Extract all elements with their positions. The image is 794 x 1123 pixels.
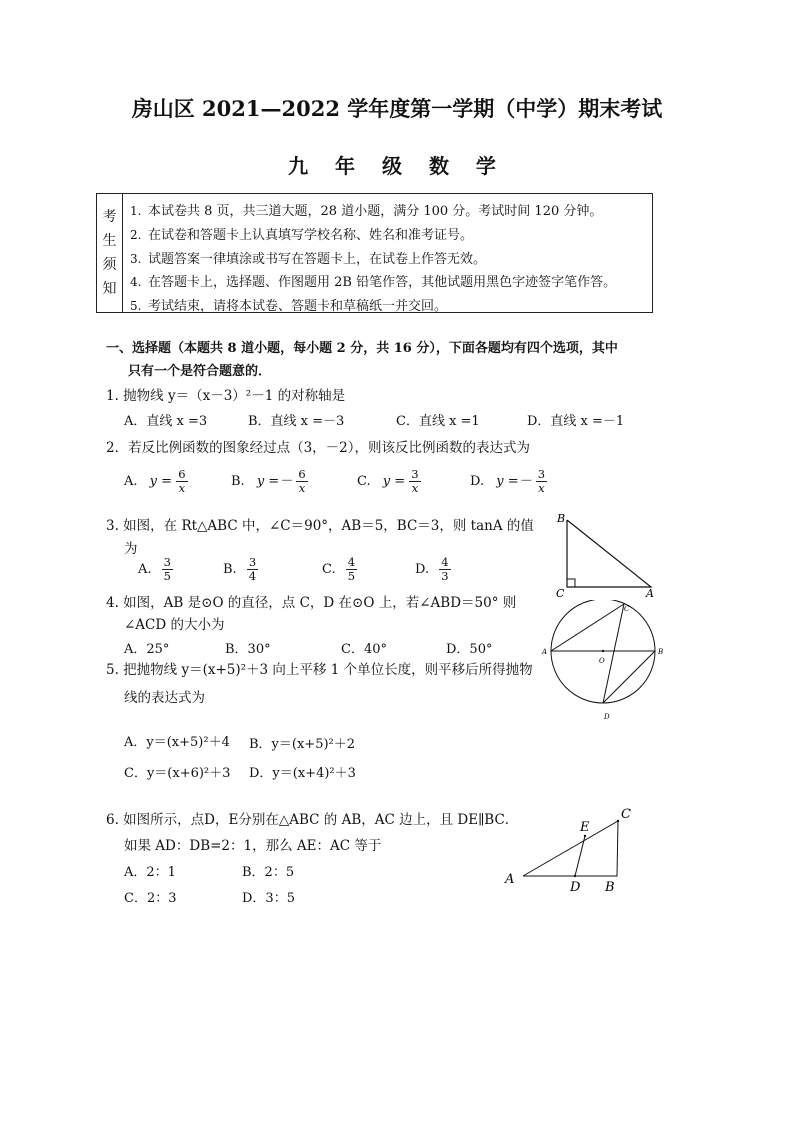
question-4-stem: 4. 如图，AB 是⊙O 的直径，点 C，D 在⊙O 上，若∠ABD＝50° 则 <box>106 595 517 611</box>
denominator: 4 <box>248 569 257 583</box>
triangle-outline <box>567 520 651 587</box>
option-label: C. <box>322 562 336 577</box>
q6-option-c: C．2：3 <box>124 891 177 906</box>
notice-item-number: 1. <box>130 204 142 218</box>
section-heading-continued: 只有一个是符合题意的． <box>128 364 272 379</box>
notice-item-text: 在试卷和答题卡上认真填写学校名称、姓名和准考证号。 <box>148 227 474 243</box>
fraction <box>409 468 420 495</box>
notice-label-char: 生 <box>102 233 117 249</box>
notice-item-number: 2. <box>130 227 142 242</box>
denominator: 3 <box>441 569 449 583</box>
point-label-d: D <box>604 713 610 721</box>
fraction <box>346 556 357 583</box>
option-label: B. <box>223 562 237 577</box>
triangle-de-bc-figure <box>500 800 645 900</box>
center-point <box>602 650 604 652</box>
fraction <box>296 468 307 495</box>
option-expression: y = <box>149 474 173 489</box>
fraction <box>176 468 187 495</box>
denominator: 5 <box>347 569 356 583</box>
vertex-label-b: B <box>605 880 615 895</box>
question-4-stem-continued: ∠ACD 的大小为 <box>124 617 225 633</box>
option-label: A. <box>124 474 138 489</box>
question-3-stem: 3. 如图，在 Rt△ABC 中，∠C＝90°，AB＝5，BC＝3，则 tanA 的值 <box>106 518 534 534</box>
q5-option-d: D．y＝(x+4)²＋3 <box>249 766 356 781</box>
q5-option-a: A．y＝(x+5)²＋4 <box>124 735 230 750</box>
point-label-b: B <box>658 648 664 656</box>
fraction <box>162 556 173 583</box>
candidate-notice-box <box>96 193 653 313</box>
notice-label-char: 知 <box>102 281 117 297</box>
option-label: D. <box>470 474 485 489</box>
point-label-a: A <box>542 648 548 656</box>
question-1-stem: 1. 抛物线 y＝（x－3）²－1 的对称轴是 <box>106 388 346 404</box>
vertex-label-b: B <box>557 512 566 525</box>
fraction <box>439 556 450 583</box>
notice-item-text: 试题答案一律填涂或书写在答题卡上，在试卷上作答无效。 <box>148 251 487 267</box>
q5-option-b: B．y＝(x+5)²＋2 <box>249 737 356 752</box>
exam-subtitle: 九 年 级 数 学 <box>288 154 506 178</box>
circle-figure <box>540 600 665 725</box>
notice-item-text: 本试卷共 8 页，共三道大题，28 道小题，满分 100 分。考试时间 120 分钟。 <box>148 204 603 219</box>
question-2-stem: 2．若反比例函数的图象经过点（3，－2），则该反比例函数的表达式为 <box>106 440 531 456</box>
denominator: x <box>178 481 186 495</box>
triangle-abc <box>523 821 618 876</box>
option-expression: y =－ <box>256 474 293 489</box>
q2-option-d <box>470 468 547 495</box>
denominator: x <box>538 481 545 495</box>
vertex-label-c: C <box>621 807 631 822</box>
notice-item-number: 5. <box>130 299 142 314</box>
notice-item <box>130 224 616 248</box>
section-heading: 一、选择题（本题共 8 道小题，每小题 2 分，共 16 分），下面各题均有四个选项，其中 <box>106 341 618 356</box>
q4-option-b: B．30° <box>225 642 271 657</box>
option-label: B. <box>231 474 245 489</box>
point-label-e: E <box>580 820 590 835</box>
option-expression: y =－ <box>496 474 532 489</box>
segment-de <box>575 836 585 876</box>
chord-ac <box>551 604 624 651</box>
point-c-dot <box>617 820 619 822</box>
question-6-stem: 6. 如图所示，点D，E分别在△ABC 的 AB，AC 边上，且 DE∥BC． <box>106 812 519 828</box>
q2-option-c <box>357 468 421 495</box>
q3-option-a <box>138 556 173 583</box>
notice-item <box>130 295 616 319</box>
numerator: 4 <box>441 555 449 569</box>
notice-item-text: 在答题卡上，选择题、作图题用 2B 铅笔作答，其他试题用黑色字迹签字笔作答。 <box>148 275 617 291</box>
q6-option-b: B．2：5 <box>242 865 295 880</box>
notice-label-char: 须 <box>102 257 117 273</box>
q4-option-c: C．40° <box>341 642 387 657</box>
vertex-label-a: A <box>646 587 654 598</box>
q3-option-c <box>322 556 357 583</box>
fraction <box>536 468 547 495</box>
point-e-dot <box>584 835 586 837</box>
q1-option-a: A．直线 x =3 <box>124 414 208 429</box>
numerator: 6 <box>298 467 306 481</box>
q1-option-c: C．直线 x =1 <box>396 414 480 429</box>
notice-item-number: 4. <box>130 275 142 290</box>
numerator: 6 <box>178 467 186 481</box>
q3-option-b <box>223 556 258 583</box>
option-label: A. <box>138 562 152 577</box>
denominator: 5 <box>163 569 171 583</box>
notice-item-number: 3. <box>130 251 142 266</box>
vertex-label-a: A <box>505 872 515 887</box>
notice-item <box>130 200 616 224</box>
point-label-d: D <box>570 880 581 895</box>
notice-label-char: 考 <box>102 209 117 225</box>
notice-item <box>130 271 616 295</box>
right-triangle-figure <box>550 508 660 598</box>
notice-item <box>130 248 616 272</box>
option-expression: y = <box>382 474 406 489</box>
question-6-stem-continued: 如果 AD：DB=2：1，那么 AE：AC 等于 <box>124 838 382 854</box>
q4-option-a: A．25° <box>124 642 170 657</box>
numerator: 3 <box>248 555 257 569</box>
q2-option-a <box>124 468 188 495</box>
point-label-o: O <box>599 657 605 665</box>
q5-option-c: C．y＝(x+6)²＋3 <box>124 766 231 781</box>
notice-label <box>97 194 123 312</box>
chord-bd <box>603 651 655 703</box>
denominator: x <box>298 481 306 495</box>
numerator: 4 <box>347 555 356 569</box>
point-d-dot <box>574 875 576 877</box>
question-5-stem-continued: 线的表达式为 <box>124 690 205 706</box>
question-3-stem-continued: 为 <box>124 541 138 557</box>
notice-list <box>130 200 616 319</box>
numerator: 3 <box>163 555 171 569</box>
point-label-c: C <box>624 605 630 613</box>
question-5-stem: 5. 把抛物线 y＝(x+5)²＋3 向上平移 1 个单位长度，则平移后所得抛物 <box>106 662 533 678</box>
q1-option-b: B．直线 x =－3 <box>248 414 345 429</box>
option-label: D. <box>415 562 430 577</box>
q3-option-d <box>415 556 451 583</box>
numerator: 3 <box>537 467 546 481</box>
vertex-label-c: C <box>556 587 565 598</box>
notice-item-text: 考试结束，请将本试卷、答题卡和草稿纸一并交回。 <box>148 299 448 315</box>
right-angle-mark <box>567 579 575 587</box>
numerator: 3 <box>411 467 419 481</box>
q2-option-b <box>231 468 308 495</box>
denominator: x <box>411 481 419 495</box>
exam-title: 房山区 2021—2022 学年度第一学期（中学）期末考试 <box>131 96 663 121</box>
chord-cd <box>603 604 624 703</box>
option-label: C. <box>357 474 371 489</box>
q1-option-d: D．直线 x =－1 <box>527 414 625 429</box>
q4-option-d: D．50° <box>446 642 493 657</box>
fraction <box>247 556 258 583</box>
q6-option-a: A．2：1 <box>124 865 176 880</box>
q6-option-d: D．3：5 <box>242 891 295 906</box>
